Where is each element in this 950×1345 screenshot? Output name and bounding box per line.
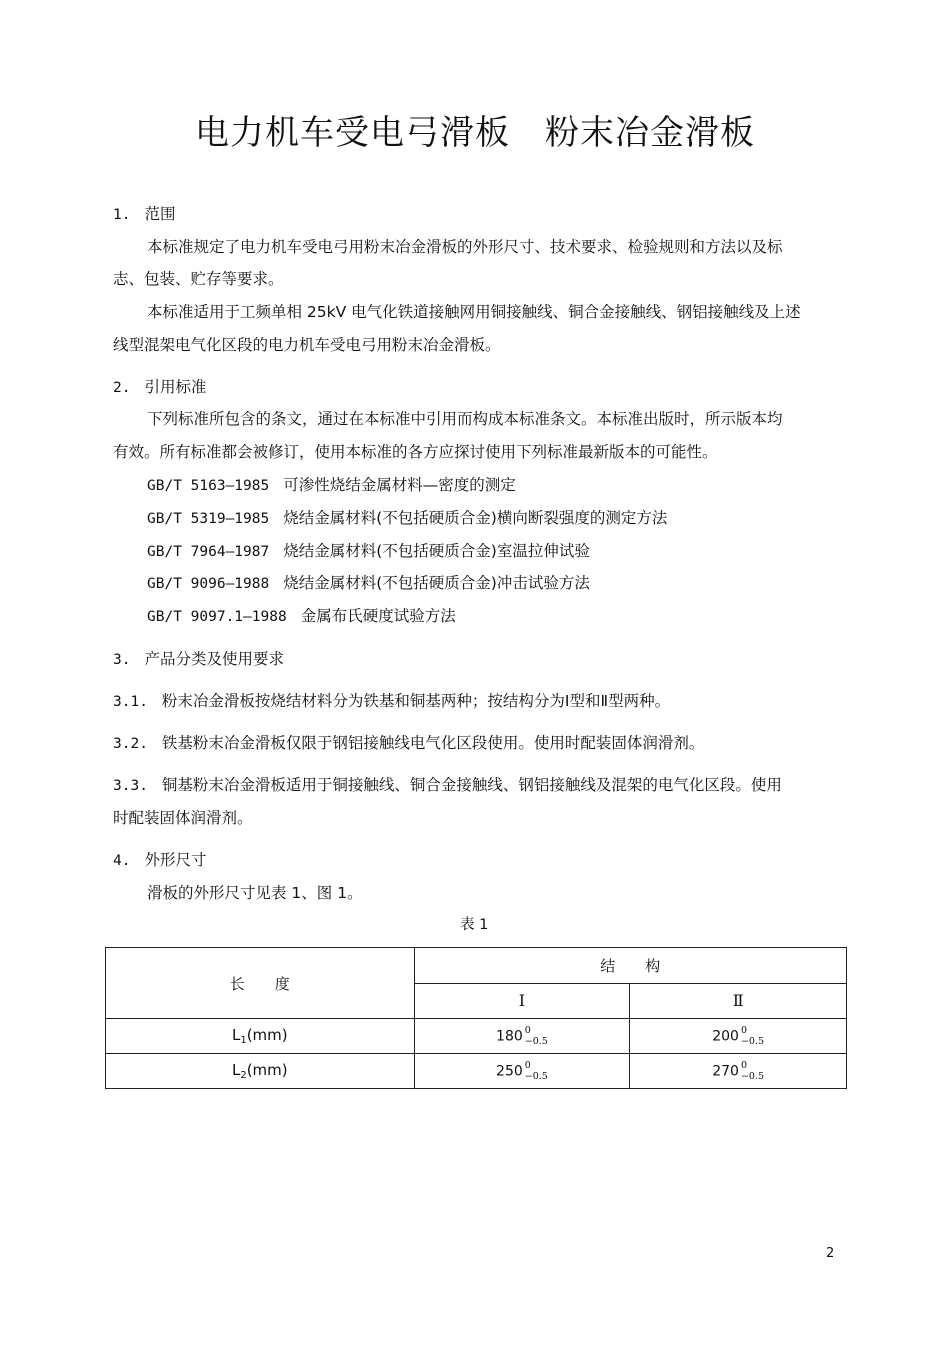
dimension-cell: 250 0 −0.5 (414, 1054, 630, 1089)
subsection-3-2 (113, 732, 704, 755)
row-label: $L_2(mm)$ (106, 1054, 415, 1089)
reference-item (147, 507, 667, 530)
section-2-heading (113, 376, 206, 399)
page-number: 2 (826, 1246, 835, 1261)
section-3-heading (113, 648, 284, 671)
paragraph-line: 滑板的外形尺寸见表 1、图 1。 (147, 884, 363, 902)
standard-title: 烧结金属材料(不包括硬质合金)冲击试验方法 (283, 574, 590, 592)
reference-item (147, 540, 590, 563)
table-row (106, 1019, 847, 1054)
section-4-heading (113, 849, 206, 872)
standard-title: 烧结金属材料(不包括硬质合金)横向断裂强度的测定方法 (283, 509, 668, 527)
standard-title: 可渗性烧结金属材料—密度的测定 (283, 476, 516, 494)
table-header-row (106, 948, 847, 984)
reference-item (147, 572, 590, 595)
subsection-3-1 (113, 690, 670, 713)
standard-code: GB/T 5319—1985 (147, 511, 270, 527)
document-title: 电力机车受电弓滑板 粉末冶金滑板 (195, 113, 755, 153)
section-title: 范围 (144, 205, 176, 223)
paragraph-line: 线型混架电气化区段的电力机车受电弓用粉末冶金滑板。 (113, 336, 501, 354)
section-title: 外形尺寸 (144, 851, 207, 869)
table-caption: 表 1 (460, 917, 489, 933)
paragraph-line: 时配装固体润滑剂。 (113, 809, 253, 827)
header-type-1: Ⅰ (414, 983, 630, 1019)
standard-title: 金属布氏硬度试验方法 (300, 607, 456, 625)
dimension-cell: 270 0 −0.5 (630, 1054, 847, 1089)
subsection-text: 粉末冶金滑板按烧结材料分为铁基和铜基两种；按结构分为Ⅰ型和Ⅱ型两种。 (161, 692, 671, 710)
section-number: 1. (113, 207, 131, 223)
section-number: 4. (113, 853, 131, 869)
reference-item (147, 474, 516, 497)
section-title: 引用标准 (144, 378, 207, 396)
dimension-cell: 200 0 −0.5 (630, 1019, 847, 1054)
subsection-number: 3.1. (113, 694, 148, 710)
dimension-cell: 180 0 −0.5 (414, 1019, 630, 1054)
section-number: 2. (113, 380, 131, 396)
reference-item (147, 605, 456, 628)
standard-code: GB/T 7964—1987 (147, 544, 270, 560)
header-structure: 结 构 (414, 948, 846, 984)
section-1-heading (113, 203, 175, 226)
paragraph-line: 志、包装、贮存等要求。 (113, 270, 284, 288)
header-length: 长 度 (106, 948, 415, 1019)
paragraph-line: 本标准适用于工频单相 25kV 电气化铁道接触网用铜接触线、铜合金接触线、钢铝接触线及上述 (147, 303, 801, 321)
row-label: $L_1(mm)$ (106, 1019, 415, 1054)
header-type-2: Ⅱ (630, 983, 847, 1019)
subsection-number: 3.3. (113, 778, 148, 794)
paragraph-line: 本标准规定了电力机车受电弓用粉末冶金滑板的外形尺寸、技术要求、检验规则和方法以及标 (147, 238, 783, 256)
dimensions-table (105, 947, 847, 1089)
subsection-number: 3.2. (113, 736, 148, 752)
section-title: 产品分类及使用要求 (144, 650, 284, 668)
standard-title: 烧结金属材料(不包括硬质合金)室温拉伸试验 (283, 542, 590, 560)
subsection-text: 铜基粉末冶金滑板适用于铜接触线、铜合金接触线、钢铝接触线及混架的电气化区段。使用 (161, 776, 782, 794)
standard-code: GB/T 5163—1985 (147, 478, 270, 494)
subsection-text: 铁基粉末冶金滑板仅限于钢铝接触线电气化区段使用。使用时配装固体润滑剂。 (161, 734, 705, 752)
paragraph-line: 下列标准所包含的条文，通过在本标准中引用而构成本标准条文。本标准出版时，所示版本均 (147, 410, 783, 428)
table-row (106, 1054, 847, 1089)
standard-code: GB/T 9097.1—1988 (147, 609, 287, 625)
subsection-3-3 (113, 774, 782, 797)
paragraph-line: 有效。所有标准都会被修订，使用本标准的各方应探讨使用下列标准最新版本的可能性。 (113, 443, 718, 461)
standard-code: GB/T 9096—1988 (147, 576, 270, 592)
section-number: 3. (113, 652, 131, 668)
